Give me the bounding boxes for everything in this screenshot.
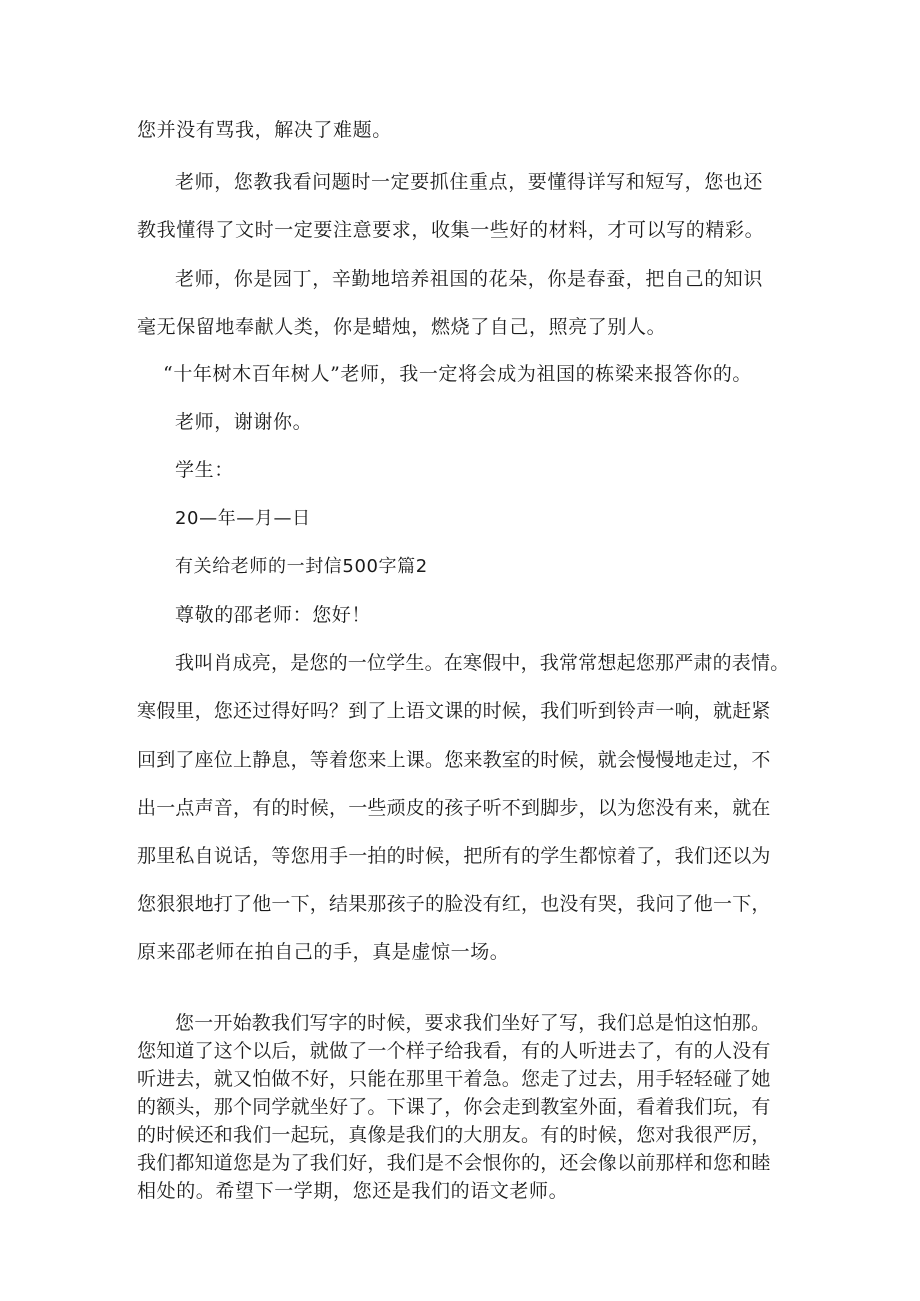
section-heading: 有关给老师的一封信500字篇2	[175, 556, 428, 577]
date-line: 20—年—月—日	[175, 508, 311, 529]
text-line: 的额头，那个同学就坐好了。下课了，你会走到教室外面，看着我们玩，有	[137, 1096, 771, 1118]
text-line: 寒假里，您还过得好吗？到了上语文课的时候，我们听到铃声一响，就赶紧	[137, 700, 771, 722]
text-line: 的时候还和我们一起玩，真像是我们的大朋友。有的时候，您对我很严厉，	[137, 1124, 771, 1146]
text-line: 您知道了这个以后，就做了一个样子给我看，有的人听进去了，有的人没有	[137, 1040, 771, 1062]
text-line: 您一开始教我们写字的时候，要求我们坐好了写，我们总是怕这怕那。	[175, 1012, 771, 1034]
text-line: 相处的。希望下一学期，您还是我们的语文老师。	[137, 1180, 569, 1202]
text-line: 原来邵老师在拍自己的手，真是虚惊一场。	[137, 941, 510, 963]
text-line: 老师，谢谢你。	[175, 411, 313, 433]
text-line: 老师，你是园丁，辛勤地培养祖国的花朵，你是春蚕，把自己的知识	[175, 268, 764, 290]
text-line: 教我懂得了文时一定要注意要求，收集一些好的材料，才可以写的精彩。	[137, 219, 765, 241]
text-line: 出一点声音，有的时候，一些顽皮的孩子听不到脚步，以为您没有来，就在	[137, 797, 771, 819]
text-line: 听进去，就又怕做不好，只能在那里干着急。您走了过去，用手轻轻碰了她	[137, 1068, 771, 1090]
text-line: 您狠狠地打了他一下，结果那孩子的脸没有红，也没有哭，我问了他一下，	[137, 893, 771, 915]
text-line: 您并没有骂我，解决了难题。	[137, 119, 392, 141]
text-line: 那里私自说话，等您用手一拍的时候，把所有的学生都惊着了，我们还以为	[137, 845, 771, 867]
salutation: 尊敬的邵老师：您好！	[175, 604, 372, 626]
text-line: “十年树木百年树人”老师，我一定将会成为祖国的栋梁来报答你的。	[163, 363, 753, 385]
text-line: 学生：	[175, 459, 234, 481]
text-line: 我们都知道您是为了我们好，我们是不会恨你的，还会像以前那样和您和睦	[137, 1152, 771, 1174]
text-line: 回到了座位上静息，等着您来上课。您来教室的时候，就会慢慢地走过，不	[137, 749, 771, 771]
text-line: 毫无保留地奉献人类，你是蜡烛，燃烧了自己，照亮了别人。	[137, 316, 667, 338]
text-line: 我叫肖成亮，是您的一位学生。在寒假中，我常常想起您那严肃的表情。	[175, 652, 790, 674]
text-line: 老师，您教我看问题时一定要抓住重点，要懂得详写和短写，您也还	[175, 171, 764, 193]
